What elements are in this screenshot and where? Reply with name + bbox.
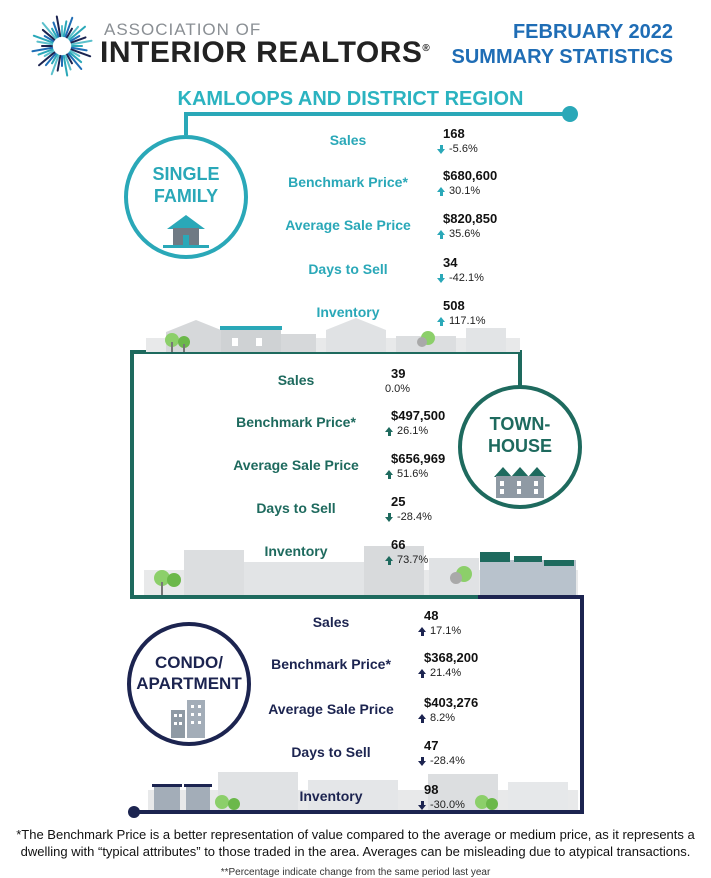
condo-badge-line1: CONDO/	[155, 653, 223, 672]
townhouse-stat-change	[385, 511, 432, 523]
condo-stat-value: $403,276	[424, 695, 479, 710]
single-family-stat-change	[437, 272, 484, 284]
townhouse-stat-label: Benchmark Price*	[236, 414, 356, 430]
apartment-building-icon	[167, 698, 211, 738]
townhouse-stat-label: Days to Sell	[256, 500, 336, 516]
condo-stat-change	[418, 625, 461, 637]
single-family-stat-value: 168	[443, 126, 465, 141]
change-percent: -5.6%	[449, 143, 478, 155]
arrow-up-icon	[437, 187, 446, 196]
single-family-stat-value: 34	[443, 255, 458, 270]
change-percent: 35.6%	[449, 228, 481, 240]
townhouse-badge	[458, 385, 582, 509]
condo-stat-change	[418, 712, 455, 724]
townhouse-badge-line2: HOUSE	[487, 436, 552, 456]
arrow-up-icon	[418, 669, 427, 678]
benchmark-footnote: *The Benchmark Price is a better representation of value compared to the average or medium price, as it represents a dwelling with “typical attributes” to those traded in the area. Averages can be misleading due to atypical transactions.	[16, 827, 695, 859]
registered-mark: ®	[422, 43, 431, 54]
org-name-line2: INTERIOR REALTORS®	[100, 36, 431, 69]
arrow-down-icon	[437, 274, 446, 283]
single-family-stat-label: Sales	[329, 132, 367, 148]
townhouse-stat-change	[385, 468, 428, 480]
single-family-stat-label: Benchmark Price*	[288, 174, 408, 190]
arrow-down-icon	[418, 757, 427, 766]
condo-badge	[127, 622, 251, 746]
townhouse-stat-label: Inventory	[264, 543, 328, 559]
report-title-month: FEBRUARY 2022	[512, 21, 673, 43]
arrow-up-icon	[385, 556, 394, 565]
single-family-badge	[124, 135, 248, 259]
arrow-up-icon	[418, 627, 427, 636]
arrow-down-icon	[385, 513, 394, 522]
townhouse-stat-value: $656,969	[391, 451, 446, 466]
single-family-end-dot	[562, 106, 578, 122]
single-family-stat-value: 508	[443, 298, 465, 313]
single-family-badge-line1: SINGLE	[152, 164, 220, 184]
condo-stat-change	[418, 755, 465, 767]
change-percent: 0.0%	[385, 383, 411, 395]
single-family-stat-change	[437, 143, 478, 155]
townhouse-stat-value: 39	[391, 366, 406, 381]
arrow-down-icon	[418, 801, 427, 810]
single-family-stat-change	[437, 315, 486, 327]
condo-stat-value: 47	[424, 738, 439, 753]
townhouse-stat-value: $497,500	[391, 408, 446, 423]
single-family-stat-label: Average Sale Price	[285, 217, 411, 233]
change-percent: -28.4%	[430, 755, 465, 767]
condo-stat-value: $368,200	[424, 650, 479, 665]
change-percent: 51.6%	[397, 468, 429, 480]
arrow-down-icon	[437, 145, 446, 154]
report-title-subtitle: SUMMARY STATISTICS	[451, 46, 673, 68]
condo-stat-label: Inventory	[299, 788, 363, 804]
townhouse-stat-value: 25	[391, 494, 406, 509]
change-percent: 8.2%	[430, 712, 456, 724]
change-percent: 26.1%	[397, 425, 429, 437]
townhouse-badge-line1: TOWN-	[489, 414, 551, 434]
townhouse-stat-value: 66	[391, 537, 406, 552]
arrow-up-icon	[385, 427, 394, 436]
percentage-footnote: **Percentage indicate change from the same period last year	[220, 867, 491, 878]
change-percent: 73.7%	[397, 554, 429, 566]
change-percent: 21.4%	[430, 667, 462, 679]
townhouse-stat-change	[385, 554, 428, 566]
townhouse-stat-change	[385, 383, 410, 395]
change-percent: -28.4%	[397, 511, 432, 523]
single-family-stat-change	[437, 185, 480, 197]
change-percent: -30.0%	[430, 799, 465, 811]
region-heading: KAMLOOPS AND DISTRICT REGION	[177, 88, 524, 110]
condo-stat-change	[418, 799, 465, 811]
change-percent: 17.1%	[430, 625, 462, 637]
change-percent: -42.1%	[449, 272, 484, 284]
change-percent: 30.1%	[449, 185, 481, 197]
single-family-stat-value: $820,850	[443, 211, 498, 226]
condo-stat-value: 98	[424, 782, 439, 797]
condo-badge-line2: APARTMENT	[136, 674, 242, 693]
condo-stat-label: Sales	[312, 614, 350, 630]
townhouse-stat-change	[385, 425, 428, 437]
single-family-badge-line2: FAMILY	[153, 186, 219, 206]
single-family-stat-value: $680,600	[443, 168, 498, 183]
townhouse-stat-label: Average Sale Price	[233, 457, 359, 473]
condo-stat-value: 48	[424, 608, 439, 623]
condo-stat-label: Benchmark Price*	[271, 656, 391, 672]
arrow-up-icon	[437, 230, 446, 239]
condo-stat-label: Days to Sell	[291, 744, 371, 760]
single-family-stat-label: Inventory	[316, 304, 380, 320]
single-family-stat-label: Days to Sell	[308, 261, 388, 277]
single-family-stat-change	[437, 228, 480, 240]
condo-end-dot	[128, 806, 140, 818]
arrow-up-icon	[418, 714, 427, 723]
townhouse-icon	[492, 463, 548, 499]
house-icon	[161, 211, 211, 249]
condo-stat-label: Average Sale Price	[268, 701, 394, 717]
townhouse-stat-label: Sales	[277, 372, 315, 388]
change-percent: 117.1%	[449, 315, 486, 327]
condo-stat-change	[418, 667, 461, 679]
org-name-line1: ASSOCIATION OF	[104, 20, 262, 39]
arrow-up-icon	[437, 317, 446, 326]
arrow-up-icon	[385, 470, 394, 479]
